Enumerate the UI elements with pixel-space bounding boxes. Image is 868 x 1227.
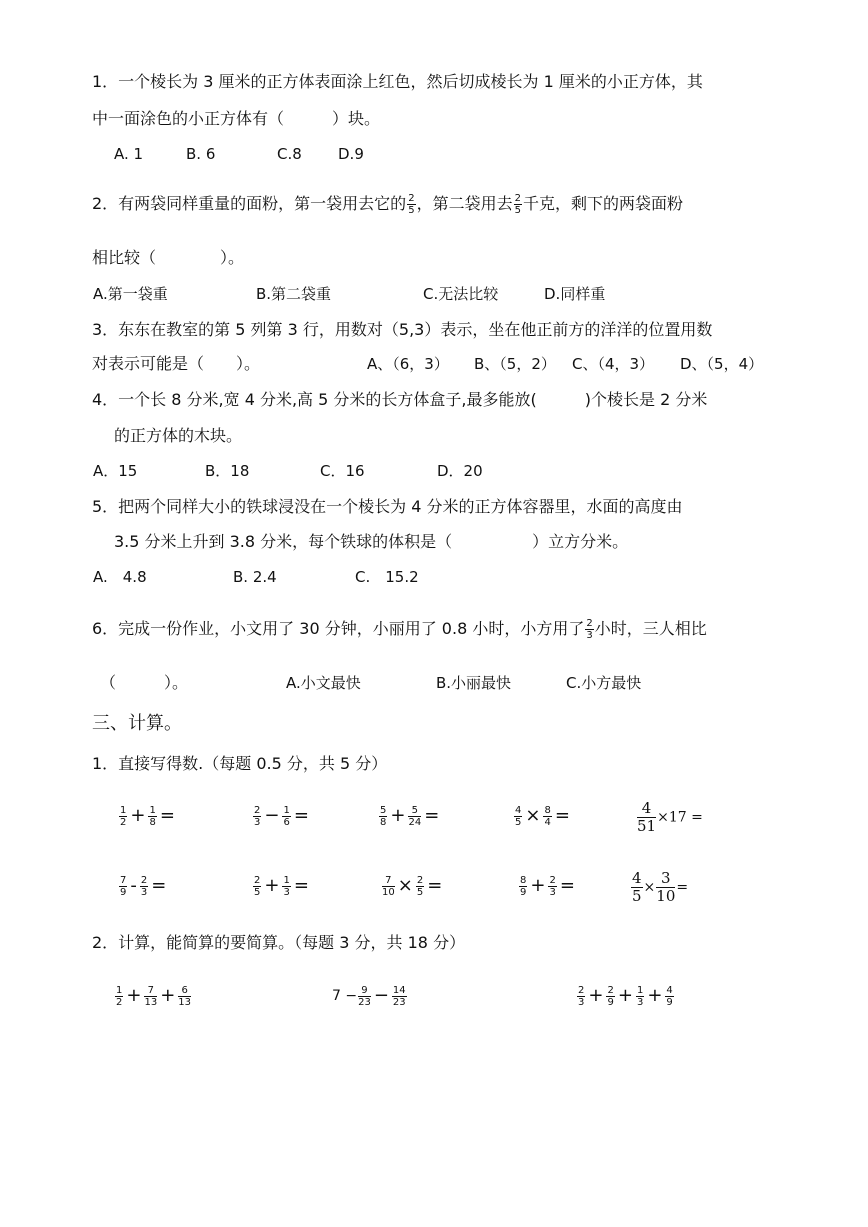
frac <box>119 875 127 898</box>
q4-line2: 的正方体的木块。 <box>114 426 243 445</box>
q3-line2: 对表示可能是（ ）。 <box>92 354 261 373</box>
frac <box>548 875 556 898</box>
direct-expr-4 <box>513 802 572 830</box>
q5-option-b: B. 2.4 <box>233 568 277 586</box>
denominator: 5 <box>254 886 261 898</box>
operator: + <box>126 985 142 1006</box>
direct-expr-1 <box>118 802 177 830</box>
denominator: 2 <box>116 996 123 1008</box>
q6-option-c: C.小方最快 <box>566 674 642 692</box>
q5-line2: 3.5 分米上升到 3.8 分米，每个铁球的体积是（ ）立方分米。 <box>114 532 629 551</box>
denominator: 3 <box>636 996 644 1008</box>
operator: + <box>588 985 604 1006</box>
denominator: 51 <box>637 817 657 835</box>
numerator: 7 <box>120 874 127 886</box>
operator: − <box>264 805 280 826</box>
numerator: 3 <box>656 870 675 888</box>
denominator: 3 <box>578 996 585 1008</box>
numerator: 7 <box>144 985 157 997</box>
q1-option-d: D.9 <box>338 145 364 163</box>
q1-line2: 中一面涂色的小正方体有（ ）块。 <box>92 109 381 128</box>
simplify-expr-2 <box>332 982 408 1010</box>
numerator: 4 <box>666 984 673 996</box>
frac <box>543 805 551 828</box>
numerator: 2 <box>578 984 585 996</box>
numerator: 5 <box>380 804 387 816</box>
equals: = <box>159 805 175 826</box>
frac <box>416 875 424 898</box>
q6-frac-den: 3 <box>586 630 593 641</box>
denominator: 5 <box>632 887 642 905</box>
frac <box>665 985 673 1008</box>
q6-text-part1: 6．完成一份作业，小文用了 30 分钟，小丽用了 0.8 小时，小方用了 <box>92 619 585 638</box>
frac <box>637 800 656 835</box>
numerator: 1 <box>283 804 290 816</box>
denominator: 2 <box>120 816 127 828</box>
q2-text-part3: 千克，剩下的两袋面粉 <box>522 194 683 213</box>
equals: = <box>554 805 570 826</box>
numerator: 1 <box>149 804 156 816</box>
frac <box>282 805 290 828</box>
numerator: 8 <box>544 804 551 816</box>
numerator: 1 <box>116 984 123 996</box>
q2-fraction-1 <box>407 193 415 216</box>
direct-expr-5 <box>636 800 703 835</box>
frac <box>140 875 148 898</box>
equals: = <box>559 875 575 896</box>
q4-option-a: A．15 <box>93 462 138 480</box>
frac <box>119 805 127 828</box>
q2-fraction-2 <box>514 193 522 216</box>
q1-line1: 1．一个棱长为 3 厘米的正方体表面涂上红色，然后切成棱长为 1 厘米的小正方体，其 <box>92 72 703 91</box>
q3-option-a: A、（6，3） <box>367 355 449 373</box>
q1-option-a: A. 1 <box>114 145 144 163</box>
operator: × <box>397 875 413 896</box>
denominator: 8 <box>380 816 387 828</box>
numerator: 14 <box>392 984 406 996</box>
frac <box>392 985 407 1008</box>
simplify-expr-1 <box>114 982 192 1010</box>
denominator: 3 <box>254 816 261 828</box>
operator: + <box>530 875 546 896</box>
q6-frac-num: 2 <box>586 618 593 629</box>
operator: × <box>643 879 656 896</box>
denominator: 13 <box>144 996 158 1008</box>
q3-option-c: C、（4，3） <box>572 355 655 373</box>
denominator: 9 <box>607 996 614 1008</box>
q2-text-part1: 2．有两袋同样重量的面粉，第一袋用去它的 <box>92 194 407 213</box>
multiplier-text: ×17 = <box>657 809 703 826</box>
frac <box>148 805 156 828</box>
frac <box>408 805 421 828</box>
denominator: 6 <box>283 816 290 828</box>
denominator: 23 <box>392 996 406 1008</box>
denominator: 24 <box>408 816 422 828</box>
frac <box>606 985 614 1008</box>
numerator: 5 <box>408 805 421 817</box>
denominator: 13 <box>178 996 192 1008</box>
q1-option-b: B. 6 <box>186 145 216 163</box>
denominator: 3 <box>549 886 556 898</box>
operator: + <box>617 985 633 1006</box>
equals: = <box>293 805 309 826</box>
denominator: 10 <box>656 887 676 905</box>
q6-line1 <box>92 617 707 641</box>
numerator: 6 <box>178 985 191 997</box>
operator: − <box>373 985 389 1006</box>
q3-line1: 3．东东在教室的第 5 列第 3 行，用数对（5,3）表示，坐在他正前方的洋洋的位置用数 <box>92 320 713 339</box>
numerator: 2 <box>607 984 614 996</box>
q6-option-a: A.小文最快 <box>286 674 361 692</box>
direct-expr-6 <box>118 872 168 900</box>
q3-option-d: D、（5，4） <box>680 355 764 373</box>
numerator: 7 <box>382 875 395 887</box>
direct-expr-7 <box>252 872 311 900</box>
operator: - <box>130 875 137 896</box>
q2-line2: 相比较（ ）。 <box>92 248 245 267</box>
frac <box>636 985 644 1008</box>
frac <box>253 805 261 828</box>
denominator: 9 <box>520 886 527 898</box>
q2-frac1-den: 5 <box>408 205 415 216</box>
equals: = <box>293 875 309 896</box>
frac <box>115 985 123 1008</box>
frac <box>282 875 290 898</box>
numerator: 2 <box>549 874 556 886</box>
equals: = <box>427 875 443 896</box>
q3-option-b: B、（5，2） <box>474 355 556 373</box>
denominator: 9 <box>120 886 127 898</box>
direct-expr-8 <box>381 872 444 900</box>
q4-option-c: C．16 <box>320 462 365 480</box>
numerator: 2 <box>254 804 261 816</box>
frac <box>631 870 643 905</box>
q5-line1: 5．把两个同样大小的铁球浸没在一个棱长为 4 分米的正方体容器里，水面的高度由 <box>92 497 683 516</box>
operator: + <box>264 875 280 896</box>
q6-option-b: B.小丽最快 <box>436 674 512 692</box>
q2-frac2-den: 5 <box>514 205 521 216</box>
numerator: 2 <box>254 874 261 886</box>
section3-heading: 三、计算。 <box>92 713 182 734</box>
q5-option-c: C. 15.2 <box>355 568 419 586</box>
q2-option-a: A.第一袋重 <box>93 285 168 303</box>
equals: = <box>676 879 689 896</box>
frac <box>253 875 261 898</box>
denominator: 3 <box>283 886 290 898</box>
operator: × <box>525 805 541 826</box>
denominator: 10 <box>382 886 395 898</box>
q2-option-c: C.无法比较 <box>423 285 499 303</box>
numerator: 8 <box>520 874 527 886</box>
frac <box>144 985 157 1008</box>
simplify-expr-3 <box>576 982 675 1010</box>
frac <box>379 805 387 828</box>
denominator: 9 <box>666 996 673 1008</box>
q2-text-part2: ，第二袋用去 <box>416 194 513 213</box>
section3-sub1: 1．直接写得数.（每题 0.5 分，共 5 分） <box>92 754 388 773</box>
q6-fraction <box>585 618 593 641</box>
q6-line2: （ ）。 <box>100 673 189 692</box>
numerator: 1 <box>120 804 127 816</box>
direct-expr-10 <box>630 870 688 905</box>
operator: + <box>130 805 146 826</box>
frac <box>382 875 395 898</box>
equals: = <box>151 875 167 896</box>
q4-line1: 4．一个长 8 分米,宽 4 分米,高 5 分米的长方体盒子,最多能放( )个棱长是 2 分米 <box>92 390 708 409</box>
denominator: 5 <box>416 886 424 898</box>
q1-option-c: C.8 <box>277 145 302 163</box>
frac <box>178 985 191 1008</box>
numerator: 4 <box>515 804 522 816</box>
operator: + <box>647 985 663 1006</box>
operator: + <box>160 985 176 1006</box>
numerator: 2 <box>140 874 148 886</box>
denominator: 4 <box>544 816 551 828</box>
q2-option-d: D.同样重 <box>544 285 606 303</box>
frac <box>519 875 527 898</box>
direct-expr-9 <box>518 872 577 900</box>
equals: = <box>424 805 440 826</box>
section3-sub2: 2．计算，能简算的要简算。（每题 3 分，共 18 分） <box>92 933 466 952</box>
q6-text-part2: 小时，三人相比 <box>594 619 707 638</box>
numerator: 4 <box>632 869 642 887</box>
numerator: 1 <box>636 984 644 996</box>
q4-option-d: D．20 <box>437 462 483 480</box>
denominator: 3 <box>140 886 148 898</box>
q5-option-a: A. 4.8 <box>93 568 147 586</box>
denominator: 8 <box>149 816 156 828</box>
numerator: 2 <box>416 874 424 886</box>
q4-option-b: B．18 <box>205 462 250 480</box>
direct-expr-2 <box>252 802 311 830</box>
q2-line1 <box>92 192 683 216</box>
lead-term: 7 − <box>332 988 358 1004</box>
denominator: 23 <box>358 996 371 1008</box>
q2-frac2-num: 2 <box>514 193 521 204</box>
q2-frac1-num: 2 <box>408 193 415 204</box>
frac <box>358 985 371 1008</box>
numerator: 4 <box>637 800 656 818</box>
q2-option-b: B.第二袋重 <box>256 285 332 303</box>
numerator: 1 <box>283 874 290 886</box>
frac <box>656 870 675 905</box>
operator: + <box>390 805 406 826</box>
frac <box>514 805 522 828</box>
direct-expr-3 <box>378 802 441 830</box>
numerator: 9 <box>358 985 371 997</box>
denominator: 5 <box>515 816 522 828</box>
frac <box>577 985 585 1008</box>
